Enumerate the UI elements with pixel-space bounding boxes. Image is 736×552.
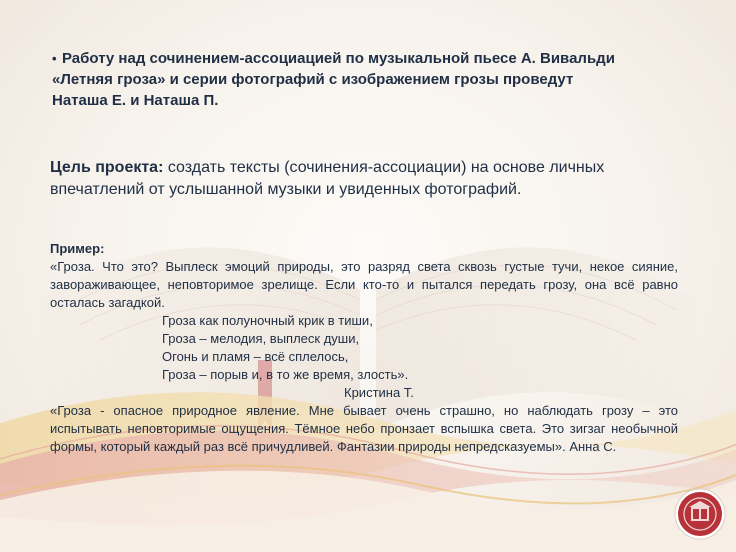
intro-line-3: Наташа Е. и Наташа П.	[52, 92, 219, 109]
example-section	[50, 240, 678, 456]
example-title: Пример:	[50, 241, 105, 256]
verse-line: Гроза – мелодия, выплеск души,	[162, 331, 360, 346]
verse-line: Гроза как полуночный крик в тиши,	[162, 313, 373, 328]
project-goal-text: создать тексты (сочинения-ассоциации) на основе личных впечатлений от услышанной музыки и увиденных фотографий.	[50, 159, 605, 198]
project-goal-label: Цель проекта:	[50, 159, 164, 176]
verse-line: Гроза – порыв и, в то же время, злость».	[162, 367, 409, 382]
intro-line-1: • Работу над сочинением-ассоциацией по музыкальной пьесе А. Вивальди	[52, 50, 615, 67]
project-goal	[50, 157, 670, 201]
bullet-icon: •	[52, 51, 57, 66]
intro-paragraph	[52, 48, 692, 111]
school-emblem-icon	[674, 488, 726, 540]
verse-line: Огонь и пламя – всё сплелось,	[162, 349, 349, 364]
intro-line-2: «Летняя гроза» и серии фотографий с изображением грозы проведут	[52, 71, 574, 88]
author-signature-1: Кристина Т.	[344, 385, 414, 400]
example-paragraph-1: «Гроза. Что это? Выплеск эмоций природы, это разряд света сквозь густые тучи, некое сияние, завораживающее, неповторимое зрелище. Если кто-то и пытался передать грозу, она всё равно осталась загадкой.	[50, 259, 678, 310]
example-paragraph-2: «Гроза - опасное природное явление. Мне бывает очень страшно, но наблюдать грозу – это испытывать неповторимые ощущения. Тёмное небо пронзает вспышка света. Это зигзаг необычной формы, который каждый раз всё причудливей. Фантазии природы непредсказуемы». Анна С.	[50, 403, 678, 454]
